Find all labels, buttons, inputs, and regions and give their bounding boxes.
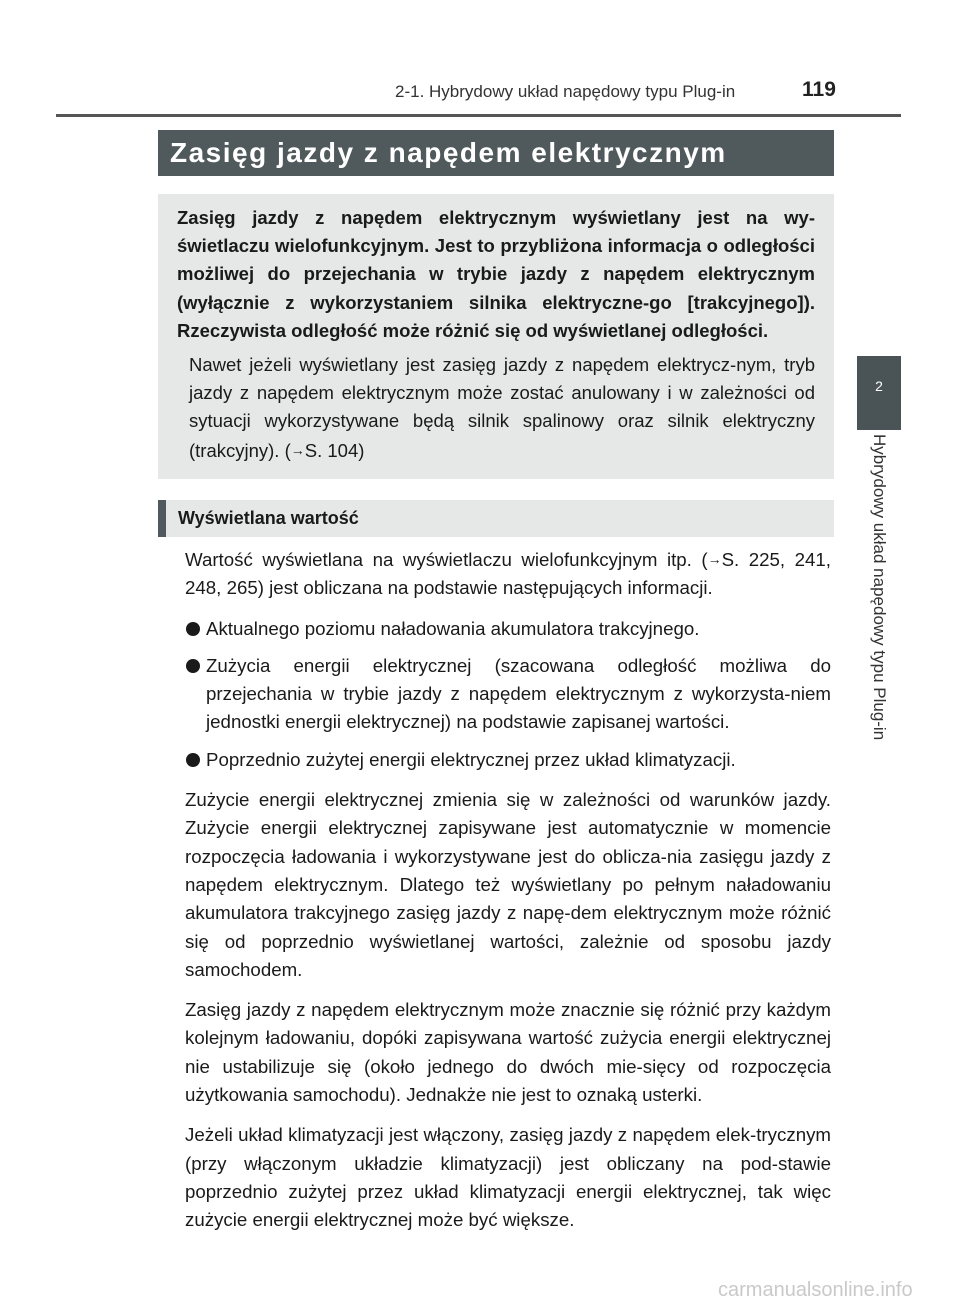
bullet-icon: [186, 659, 200, 673]
side-chapter-tab: 2: [857, 356, 901, 430]
intro-text: Wartość wyświetlana na wyświetlaczu wielofunkcyjnym itp. (: [185, 549, 708, 570]
bullet-list: [185, 615, 831, 774]
list-item-text: Aktualnego poziomu naładowania akumulatora trakcyjnego.: [206, 617, 700, 639]
info-note-text: Nawet jeżeli wyświetlany jest zasięg jazdy z napędem elektrycz-nym, tryb jazdy z napędem elektrycznym może zostać anulowany i w zależności od sytuacji wykorzystywane będą silnik spalinowy oraz silnik elektryczny (trakcyjny). (: [189, 354, 815, 461]
list-item: [185, 746, 831, 774]
arrow-icon: →: [707, 551, 722, 567]
page-title: Zasięg jazdy z napędem elektrycznym: [158, 130, 834, 176]
list-item-text: Zużycia energii elektrycznej (szacowana odległość możliwa do przejechania w trybie jazdy z napędem elektrycznym z wykorzysta-niem jednostki energii elektrycznej) na podstawie zapisanej wartości.: [206, 654, 831, 733]
body-paragraph: Zasięg jazdy z napędem elektrycznym może znacznie się różnić przy każdym kolejnym ładowaniu, dopóki zapisywana wartość zużycia energii elektrycznej nie ustabilizuje się (około jednego do dwóch mie-sięcy od rozpoczęcia użytkowania samochodu). Jednakże nie jest to oznaką usterki.: [185, 999, 831, 1106]
body-content: [185, 545, 831, 1247]
intro-ref: S. 225, 241, 248, 265) jest obliczana na podstawie następujących informacji.: [185, 549, 831, 599]
info-note-ref: S. 104): [304, 439, 365, 461]
side-chapter-label: Hybrydowy układ napędowy typu Plug-in: [870, 434, 889, 741]
header-section-title: 2-1. Hybrydowy układ napędowy typu Plug-in: [395, 82, 736, 101]
page-number: 119: [802, 78, 836, 101]
bullet-icon: [186, 622, 200, 636]
list-item: [185, 652, 831, 737]
info-box: [158, 194, 834, 479]
body-paragraph: Jeżeli układ klimatyzacji jest włączony, zasięg jazdy z napędem elek-trycznym (przy włączonym układzie klimatyzacji) jest obliczany na pod-stawie poprzednio zużytej przez układ klimatyzacji energii elektrycznej, tak więc zużycie energii elektrycznej może być większe.: [185, 1124, 831, 1231]
bullet-icon: [186, 753, 200, 767]
watermark: carmanualsonline.info: [718, 1279, 913, 1301]
section-heading: Wyświetlana wartość: [158, 500, 834, 537]
list-item: [185, 615, 831, 643]
list-item-text: Poprzednio zużytej energii elektrycznej przez układ klimatyzacji.: [206, 748, 736, 770]
info-note: [189, 351, 815, 465]
intro-paragraph: [185, 545, 831, 603]
header-rule: [56, 114, 901, 117]
arrow-icon: →: [290, 441, 305, 458]
info-bold-text: Zasięg jazdy z napędem elektrycznym wyświetlany jest na wy-świetlaczu wielofunkcyjnym. Jest to przybliżona informacja o odległości możliwej do przejechania w trybie jazdy z napędem elektrycznym (wyłącznie z wykorzystaniem silnika elektryczne-go [trakcyjnego]). Rzeczywista odległość może różnić się od wyświetlanej odległości.: [177, 207, 815, 341]
body-paragraph: Zużycie energii elektrycznej zmienia się w zależności od warunków jazdy. Zużycie energii elektrycznej zapisywane jest automatycznie w momencie rozpoczęcia ładowania i wykorzystywane jest do oblicza-nia zasięgu jazdy z napędem elektrycznym. Dlatego też wyświetlany po pełnym naładowaniu akumulatora trakcyjnego zasięg jazdy z napę-dem elektrycznym może różnić się od poprzednio wyświetlanej wartości, zależnie od sposobu jazdy samochodem.: [185, 789, 831, 980]
